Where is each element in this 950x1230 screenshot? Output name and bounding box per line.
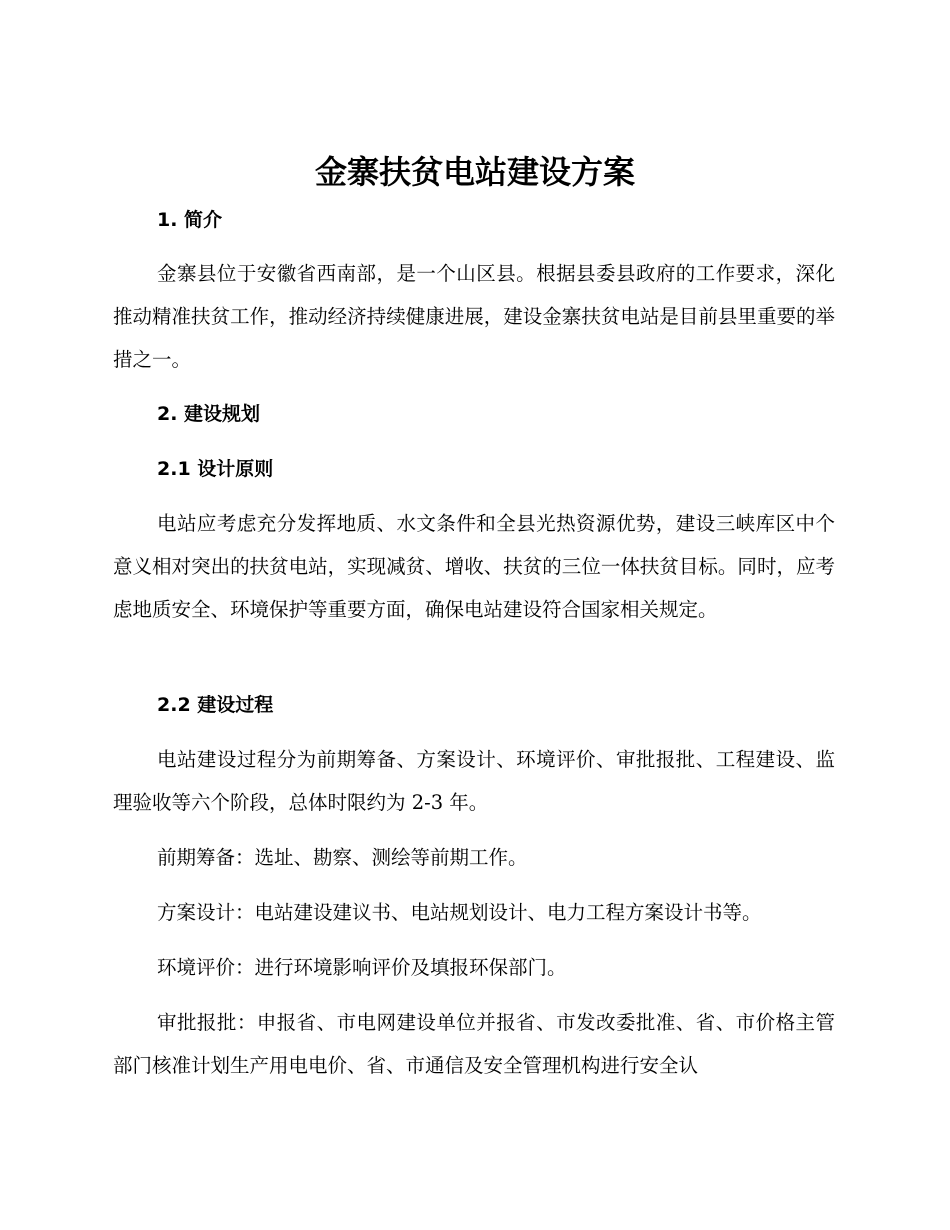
section-heading-intro: 1. 简介: [157, 209, 223, 231]
paragraph-stage-design: 方案设计：电站建设建议书、电站规划设计、电力工程方案设计书等。: [157, 901, 762, 924]
paragraph-process: 电站建设过程分为前期筹备、方案设计、环境评价、审批报批、工程建设、监理验收等六个阶段，总体时限约为 2-3 年。: [113, 748, 835, 814]
paragraph-stage-approval: 审批报批：申报省、市电网建设单位并报省、市发改委批准、省、市价格主管部门核准计划生产用电电价、省、市通信及安全管理机构进行安全认: [113, 1011, 835, 1077]
paragraph-intro: 金寨县位于安徽省西南部，是一个山区县。根据县委县政府的工作要求，深化推动精准扶贫工作，推动经济持续健康进展，建设金寨扶贫电站是目前县里重要的举措之一。: [113, 262, 835, 371]
document-title: 金寨扶贫电站建设方案: [314, 153, 635, 191]
paragraph-stage-preparation: 前期筹备：选址、勘察、测绘等前期工作。: [157, 846, 528, 869]
section-heading-plan: 2. 建设规划: [157, 403, 261, 425]
paragraph-principle: 电站应考虑充分发挥地质、水文条件和全县光热资源优势，建设三峡库区中个意义相对突出的扶贫电站，实现减贫、增收、扶贫的三位一体扶贫目标。同时，应考虑地质安全、环境保护等重要方面，确保电站建设符合国家相关规定。: [113, 512, 835, 621]
paragraph-stage-environment: 环境评价：进行环境影响评价及填报环保部门。: [157, 956, 567, 979]
section-heading-principle: 2.1 设计原则: [157, 458, 274, 480]
section-heading-process: 2.2 建设过程: [157, 694, 274, 716]
